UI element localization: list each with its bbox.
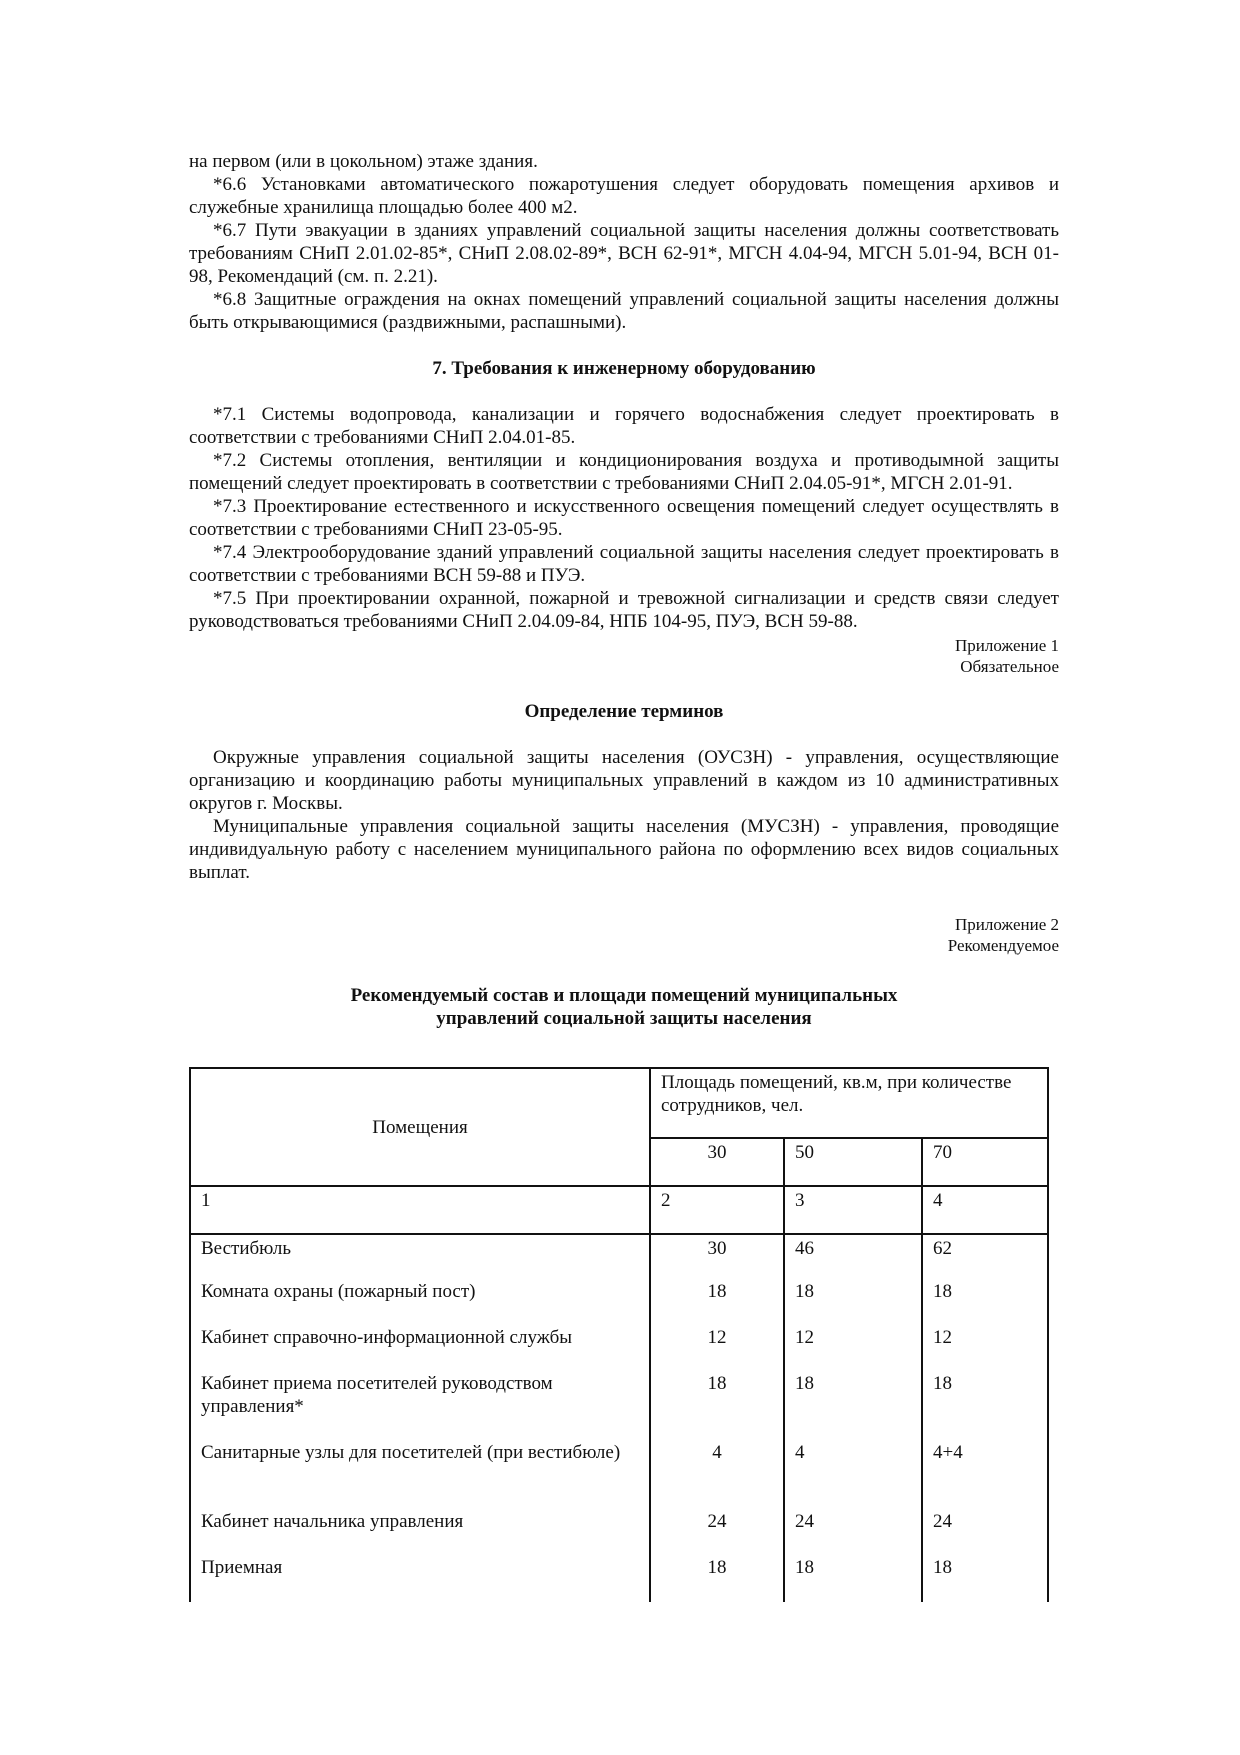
header-rooms: Помещения bbox=[190, 1068, 650, 1186]
area-30: 18 bbox=[650, 1280, 784, 1326]
area-70: 62 bbox=[922, 1234, 1048, 1280]
paragraph-7-1: *7.1 Системы водопровода, канализации и горячего водоснабжения следует проектировать в соответствии с требованиями СНиП 2.04.01-85. bbox=[189, 404, 1059, 448]
room-name: Кабинет приема посетителей руководством управления* bbox=[190, 1372, 650, 1441]
area-30: 12 bbox=[650, 1326, 784, 1372]
table-row bbox=[190, 1510, 1048, 1556]
term-ouszn: Окружные управления социальной защиты населения (ОУСЗН) - управления, осуществляющие организацию и координацию работы муниципальных управлений в каждом из 10 административных округов г. Москвы. bbox=[189, 747, 1059, 814]
header-staff-70: 70 bbox=[922, 1138, 1048, 1186]
paragraph-7-4: *7.4 Электрооборудование зданий управлений социальной защиты населения следует проектировать в соответствии с требованиями ВСН 59-88 и ПУЭ. bbox=[189, 542, 1059, 586]
paragraph-7-3: *7.3 Проектирование естественного и искусственного освещения помещений следует осуществлять в соответствии с требованиями СНиП 23-05-95. bbox=[189, 496, 1059, 540]
col-number-1: 1 bbox=[190, 1186, 650, 1234]
room-name: Санитарные узлы для посетителей (при вестибюле) bbox=[190, 1441, 650, 1510]
paragraph-6-6: *6.6 Установками автоматического пожаротушения следует оборудовать помещения архивов и служебные хранилища площадью более 400 м2. bbox=[189, 174, 1059, 218]
area-30: 18 bbox=[650, 1556, 784, 1602]
appendix-2-title-line2: управлений социальной защиты населения bbox=[436, 1008, 812, 1029]
rooms-area-table bbox=[189, 1067, 1049, 1602]
paragraph-7-5: *7.5 При проектировании охранной, пожарной и тревожной сигнализации и средств связи следует руководствоваться требованиями СНиП 2.04.09-84, НПБ 104-95, ПУЭ, ВСН 59-88. bbox=[189, 588, 1059, 632]
area-70: 12 bbox=[922, 1326, 1048, 1372]
header-staff-30: 30 bbox=[650, 1138, 784, 1186]
table-row bbox=[190, 1234, 1048, 1280]
col-number-2: 2 bbox=[650, 1186, 784, 1234]
area-30: 24 bbox=[650, 1510, 784, 1556]
col-number-4: 4 bbox=[922, 1186, 1048, 1234]
appendix-1-label: Приложение 1 bbox=[955, 636, 1059, 655]
area-70: 4+4 bbox=[922, 1441, 1048, 1510]
area-50: 24 bbox=[784, 1510, 922, 1556]
area-70: 18 bbox=[922, 1372, 1048, 1441]
area-70: 18 bbox=[922, 1556, 1048, 1602]
appendix-2-label: Приложение 2 bbox=[955, 915, 1059, 934]
table-row bbox=[190, 1280, 1048, 1326]
area-70: 18 bbox=[922, 1280, 1048, 1326]
appendix-1-title: Определение терминов bbox=[524, 701, 724, 722]
room-name: Приемная bbox=[190, 1556, 650, 1602]
table-row bbox=[190, 1556, 1048, 1602]
appendix-2-title-line1: Рекомендуемый состав и площади помещений муниципальных bbox=[350, 985, 898, 1006]
document-body bbox=[189, 150, 1059, 1030]
term-muszn: Муниципальные управления социальной защиты населения (МУСЗН) - управления, проводящие индивидуальную работу с населением муниципального района по оформлению всех видов социальных выплат. bbox=[189, 816, 1059, 883]
table-row bbox=[190, 1326, 1048, 1372]
paragraph-6-7: *6.7 Пути эвакуации в зданиях управлений социальной защиты населения должны соответствовать требованиям СНиП 2.01.02-85*, СНиП 2.08.02-89*, ВСН 62-91*, МГСН 4.04-94, МГСН 5.01-94, ВСН 01-98, Рекомендаций (см. п. 2.21). bbox=[189, 220, 1059, 287]
appendix-1-status: Обязательное bbox=[960, 657, 1059, 676]
area-50: 4 bbox=[784, 1441, 922, 1510]
room-name: Кабинет начальника управления bbox=[190, 1510, 650, 1556]
area-30: 18 bbox=[650, 1372, 784, 1441]
area-50: 46 bbox=[784, 1234, 922, 1280]
area-70: 24 bbox=[922, 1510, 1048, 1556]
room-name: Вестибюль bbox=[190, 1234, 650, 1280]
room-name: Комната охраны (пожарный пост) bbox=[190, 1280, 650, 1326]
col-number-3: 3 bbox=[784, 1186, 922, 1234]
table-row bbox=[190, 1372, 1048, 1441]
section-7-title: 7. Требования к инженерному оборудованию bbox=[432, 358, 816, 379]
paragraph-continuation: на первом (или в цокольном) этаже здания. bbox=[189, 151, 538, 172]
area-50: 12 bbox=[784, 1326, 922, 1372]
appendix-2-status: Рекомендуемое bbox=[947, 936, 1059, 955]
header-staff-50: 50 bbox=[784, 1138, 922, 1186]
area-50: 18 bbox=[784, 1280, 922, 1326]
area-50: 18 bbox=[784, 1556, 922, 1602]
area-30: 4 bbox=[650, 1441, 784, 1510]
header-area: Площадь помещений, кв.м, при количестве сотрудников, чел. bbox=[650, 1068, 1048, 1138]
table-row bbox=[190, 1441, 1048, 1510]
area-50: 18 bbox=[784, 1372, 922, 1441]
area-30: 30 bbox=[650, 1234, 784, 1280]
paragraph-6-8: *6.8 Защитные ограждения на окнах помещений управлений социальной защиты населения должны быть открывающимися (раздвижными, распашными). bbox=[189, 289, 1059, 333]
room-name: Кабинет справочно-информационной службы bbox=[190, 1326, 650, 1372]
paragraph-7-2: *7.2 Системы отопления, вентиляции и кондиционирования воздуха и противодымной защиты помещений следует проектировать в соответствии с требованиями СНиП 2.04.05-91*, МГСН 2.01-91. bbox=[189, 450, 1059, 494]
